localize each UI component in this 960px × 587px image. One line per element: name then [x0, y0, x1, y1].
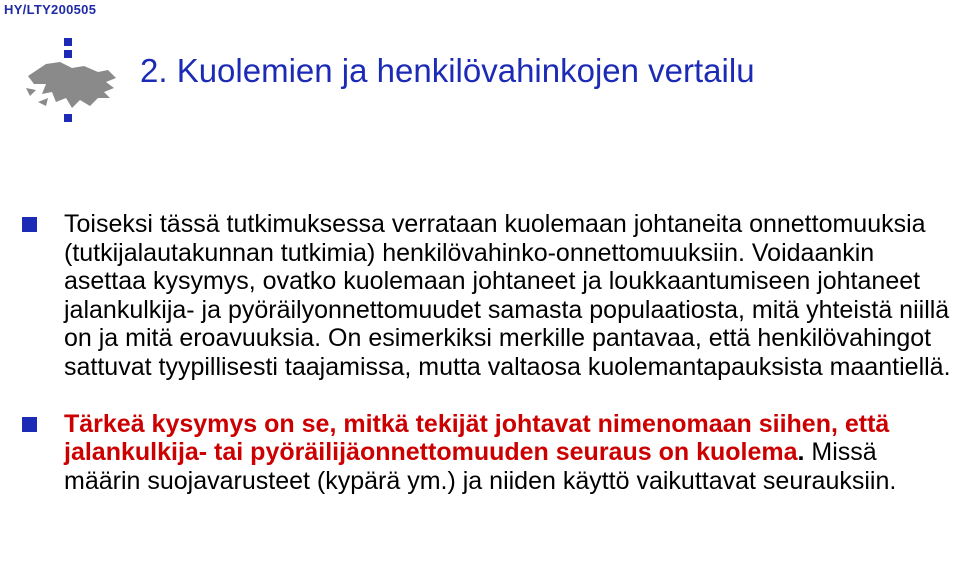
bullet-list [22, 210, 958, 495]
bullet-text [64, 410, 958, 496]
university-logo [20, 36, 130, 128]
slide-title: 2. Kuolemien ja henkilövahinkojen vertailu [140, 52, 755, 89]
emphasis-text: Tärkeä kysymys on se, mitkä tekijät johtavat nimenomaan siihen, että jalankulkija- tai pyöräilijäonnettomuuden seuraus on kuolema [64, 409, 890, 467]
emphasis-period: . [797, 438, 805, 467]
square-bullet-icon [22, 217, 37, 232]
bullet-rest-text: Missä määrin suojavarusteet (kypärä ym.) ja niiden käyttö vaikuttavat seurauksiin. [64, 438, 897, 495]
square-bullet-icon [22, 417, 37, 432]
header-code: HY/LTY200505 [4, 2, 97, 17]
bullet-item [22, 210, 958, 382]
bullet-item [22, 410, 958, 496]
bullet-text: Toiseksi tässä tutkimuksessa verrataan kuolemaan johtaneita onnettomuuksia (tutkijalautakunnan tutkimia) henkilövahinko-onnettomuuksiin. Voidaankin asettaa kysymys, ovatko kuolemaan johtaneet ja loukkaantumiseen johtaneet jalankulkija- ja pyöräilyonnettomuudet samasta populaatiosta, mitä yhteistä niillä on ja mitä eroavuuksia. On esimerkiksi merkille pantavaa, että henkilövahingot sattuvat tyypillisesti taajamissa, mutta valtaosa kuolemantapauksista maantiellä. [64, 210, 951, 381]
